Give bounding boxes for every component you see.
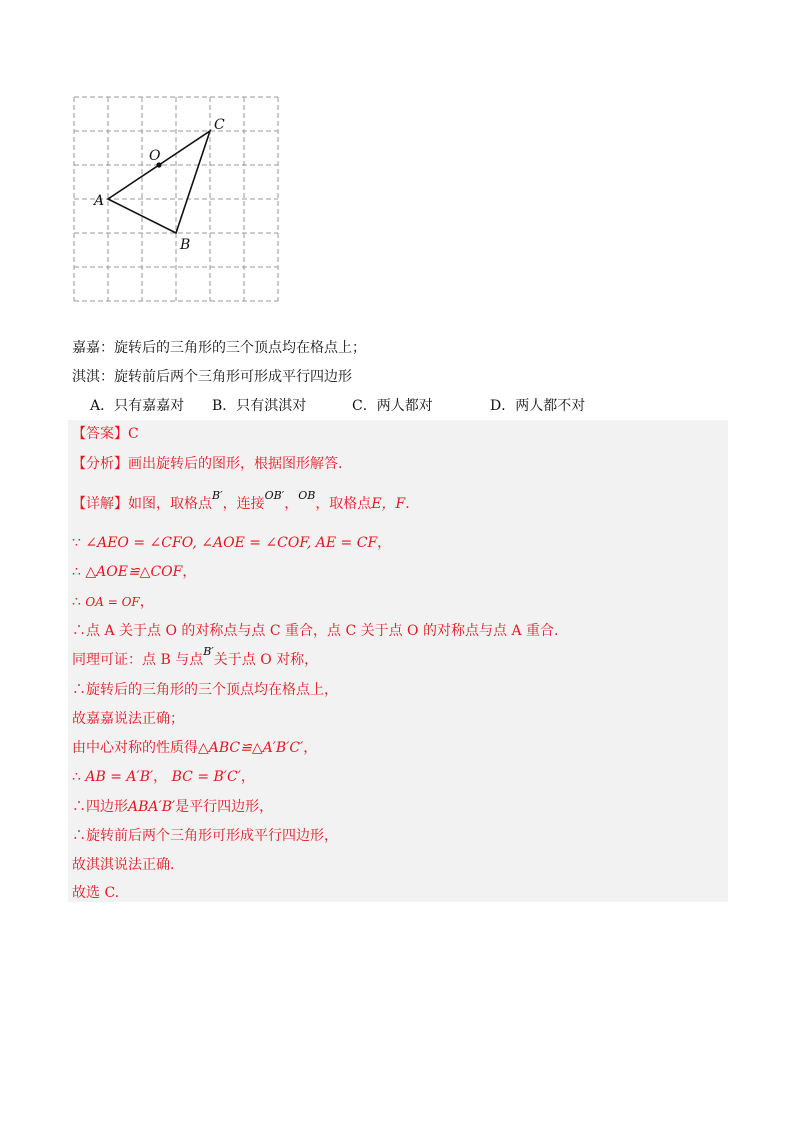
congruent-expression: △AOE≌△COF bbox=[85, 564, 183, 580]
oa-of-comma: ， bbox=[139, 594, 154, 610]
answer-section bbox=[68, 420, 728, 902]
statement-jiajia: 嘉嘉：旋转后的三角形的三个顶点均在格点上； bbox=[72, 340, 366, 356]
quad-line bbox=[72, 797, 273, 817]
therefore-symbol: ∴ bbox=[72, 623, 86, 639]
answer-line bbox=[72, 424, 139, 444]
symmetry-line bbox=[72, 621, 558, 641]
analysis-label: 【分析】 bbox=[72, 456, 128, 472]
choose-line: 故选 C. bbox=[72, 885, 120, 901]
detail-text-3: ， bbox=[284, 496, 299, 512]
option-b[interactable]: B．只有淇淇对 bbox=[212, 398, 307, 414]
detail-line bbox=[72, 489, 410, 515]
options bbox=[90, 396, 730, 416]
equal-sides-line bbox=[72, 767, 255, 787]
central-text-2: ， bbox=[303, 740, 318, 756]
detail-label: 【详解】 bbox=[72, 496, 128, 512]
answer-label: 【答案】 bbox=[72, 426, 128, 442]
triangle-abc-shape bbox=[108, 131, 210, 233]
answer-value: C bbox=[128, 426, 139, 442]
quad-expression: ABA′B′ bbox=[128, 799, 176, 815]
congruent-line bbox=[72, 562, 196, 582]
grid-figure bbox=[60, 86, 300, 316]
analysis-text: 画出旋转后的图形，根据图形解答. bbox=[128, 456, 343, 472]
therefore-symbol: ∴ bbox=[72, 682, 86, 698]
eq-comma: ， bbox=[240, 769, 255, 785]
similar-text-2: 关于点 O 对称， bbox=[213, 652, 319, 668]
therefore-symbol: ∴ bbox=[72, 594, 81, 610]
vertices-line bbox=[72, 680, 338, 700]
detail-ob: OB bbox=[298, 489, 316, 502]
detail-text-1: 如图，取格点 bbox=[128, 496, 212, 512]
detail-b-prime: B′ bbox=[212, 489, 223, 502]
option-c[interactable]: C．两人都对 bbox=[352, 398, 433, 414]
statement-qiqi: 淇淇：旋转前后两个三角形可形成平行四边形 bbox=[72, 369, 352, 385]
detail-ob-prime: OB′ bbox=[264, 489, 285, 502]
quad-text-1: 四边形 bbox=[86, 799, 128, 815]
central-expression: △ABC≌△A′B′C′ bbox=[198, 740, 304, 756]
because-line bbox=[72, 533, 391, 553]
point-label-o: O bbox=[149, 148, 161, 164]
point-label-c: C bbox=[214, 117, 225, 133]
detail-ef: E，F bbox=[371, 496, 406, 512]
because-comma: ， bbox=[377, 535, 392, 551]
similar-text-1: 同理可证：点 B 与点 bbox=[72, 652, 204, 668]
detail-text-2: ，连接 bbox=[222, 496, 265, 512]
eq-bc: BC = B′C′ bbox=[171, 769, 241, 785]
therefore-symbol: ∴ bbox=[72, 799, 86, 815]
similar-line bbox=[72, 645, 319, 671]
analysis-line bbox=[72, 454, 342, 474]
point-label-a: A bbox=[94, 193, 105, 209]
congruent-comma: ， bbox=[182, 564, 197, 580]
eq-separator: ， bbox=[153, 769, 168, 785]
oa-of-expression: OA = OF bbox=[85, 595, 140, 609]
parallel-line bbox=[72, 826, 338, 846]
dashed-grid bbox=[74, 97, 278, 301]
because-symbol: ∵ bbox=[72, 535, 81, 551]
vertices-text: 旋转后的三角形的三个顶点均在格点上， bbox=[86, 682, 338, 698]
eq-ab: AB = A′B′ bbox=[85, 769, 154, 785]
parallel-text: 旋转前后两个三角形可形成平行四边形， bbox=[86, 828, 338, 844]
oa-of-line bbox=[72, 592, 154, 612]
central-text-1: 由中心对称的性质得 bbox=[72, 740, 198, 756]
point-label-b: B bbox=[180, 237, 191, 253]
therefore-symbol: ∴ bbox=[72, 769, 81, 785]
detail-text-4: ，取格点 bbox=[315, 496, 372, 512]
option-a[interactable]: A．只有嘉嘉对 bbox=[90, 398, 185, 414]
option-d[interactable]: D．两人都不对 bbox=[490, 398, 586, 414]
symmetry-text: 点 A 关于点 O 的对称点与点 C 重合，点 C 关于点 O 的对称点与点 A 重合. bbox=[86, 623, 559, 639]
central-symmetry-line bbox=[72, 738, 317, 758]
jiajia-correct-line: 故嘉嘉说法正确； bbox=[72, 711, 184, 727]
because-expression: ∠AEO = ∠CFO, ∠AOE = ∠COF, AE = CF bbox=[85, 535, 378, 551]
detail-text-5: . bbox=[405, 496, 410, 512]
therefore-symbol: ∴ bbox=[72, 828, 86, 844]
therefore-symbol: ∴ bbox=[72, 564, 81, 580]
similar-b-prime: B′ bbox=[203, 645, 214, 658]
qiqi-correct-line: 故淇淇说法正确. bbox=[72, 857, 175, 873]
quad-text-2: 是平行四边形， bbox=[175, 799, 274, 815]
triangle-abc bbox=[108, 131, 210, 233]
